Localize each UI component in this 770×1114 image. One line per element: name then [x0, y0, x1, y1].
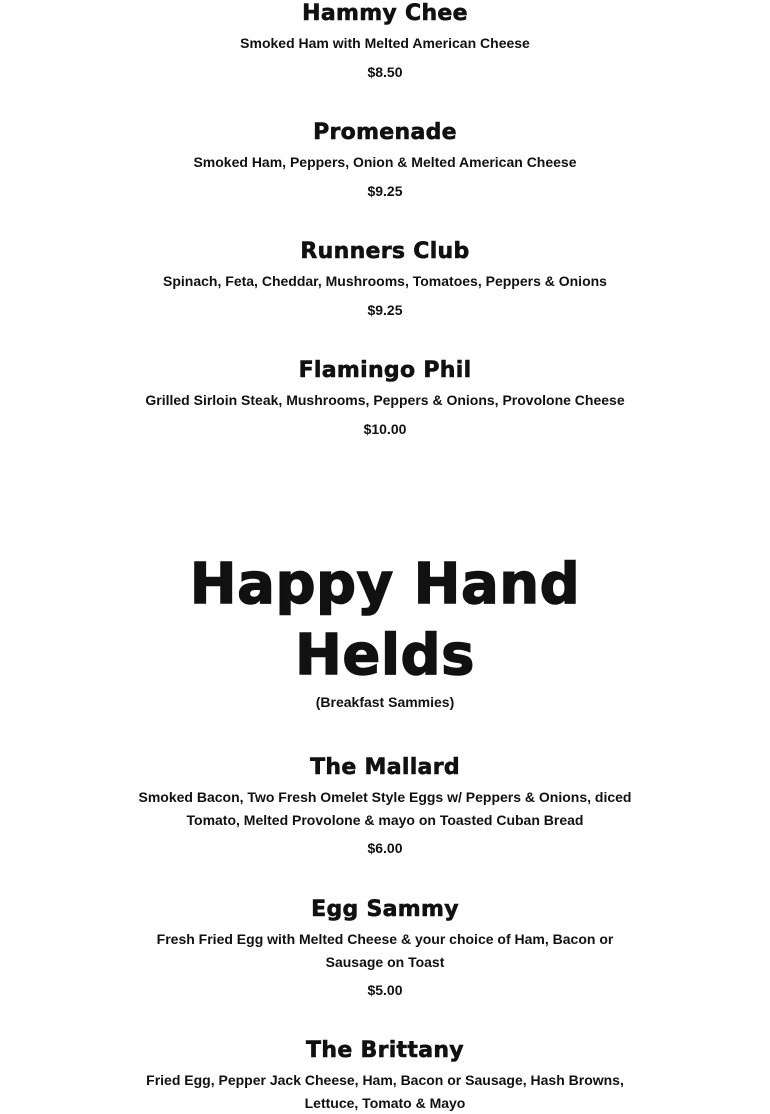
item-description: Spinach, Feta, Cheddar, Mushrooms, Tomatoes, Peppers & Onions	[163, 273, 607, 289]
item-price: $8.50	[367, 63, 403, 80]
menu-item-runners-club	[0, 238, 770, 320]
item-name: The Mallard	[310, 755, 460, 780]
item-price: $9.25	[367, 182, 403, 199]
menu-item-egg-sammy	[0, 896, 770, 1000]
item-description: Smoked Ham with Melted American Cheese	[240, 35, 530, 51]
item-name: Flamingo Phil	[298, 358, 472, 383]
menu-item-promenade	[0, 119, 770, 201]
menu-item-the-brittany	[0, 1037, 770, 1114]
section-title-line-2: Helds	[295, 623, 475, 688]
item-price: $10.00	[363, 420, 407, 437]
item-description: Grilled Sirloin Steak, Mushrooms, Peppers & Onions, Provolone Cheese	[145, 392, 625, 408]
item-description: Smoked Bacon, Two Fresh Omelet Style Eggs w/ Peppers & Onions, diced Tomato, Melted Provolone & mayo on Toasted Cuban Bread	[138, 789, 632, 828]
section-title-line-1: Happy Hand	[189, 552, 581, 617]
item-name: The Brittany	[306, 1038, 464, 1063]
menu-item-flamingo-phil	[0, 357, 770, 439]
menu-item-hammy-chee	[0, 0, 770, 82]
item-price: $6.00	[367, 840, 403, 856]
item-name: Runners Club	[300, 239, 470, 264]
item-description: Fresh Fried Egg with Melted Cheese & your choice of Ham, Bacon or Sausage on Toast	[156, 931, 614, 970]
item-name: Promenade	[313, 120, 457, 145]
item-price: $5.00	[367, 982, 403, 998]
item-description: Smoked Ham, Peppers, Onion & Melted American Cheese	[193, 154, 577, 170]
item-name: Hammy Chee	[302, 1, 468, 26]
menu-item-the-mallard	[0, 754, 770, 858]
section-subtitle: (Breakfast Sammies)	[315, 694, 455, 710]
item-name: Egg Sammy	[311, 897, 459, 922]
item-price: $9.25	[367, 301, 403, 318]
item-description: Fried Egg, Pepper Jack Cheese, Ham, Bacon or Sausage, Hash Browns, Lettuce, Tomato & Mayo	[146, 1072, 624, 1111]
